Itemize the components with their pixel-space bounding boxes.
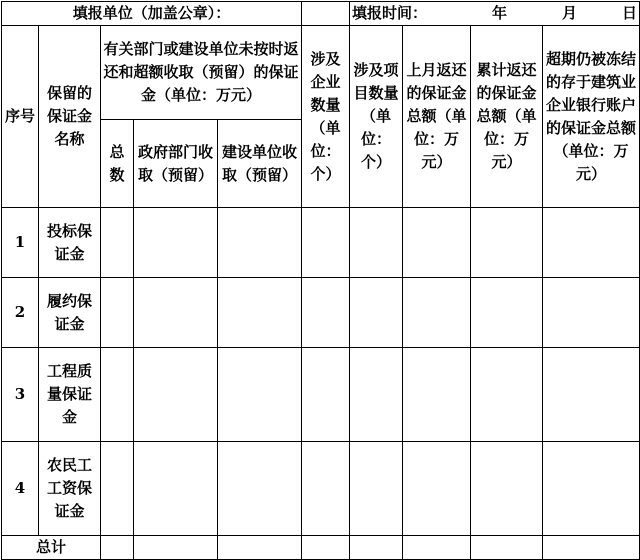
month-label: 月 bbox=[561, 4, 577, 22]
cell-last-month[interactable] bbox=[403, 208, 471, 278]
cell-enterprises[interactable] bbox=[302, 442, 350, 536]
cell-cumulative[interactable] bbox=[471, 442, 543, 536]
row-deposit-name: 工程质量保证金 bbox=[39, 348, 101, 442]
col-gov-header: 政府部门收取（预留） bbox=[134, 120, 218, 208]
day-label: 日 bbox=[621, 4, 637, 22]
cell-gov[interactable] bbox=[134, 536, 218, 560]
col-projects-header: 涉及项目数量（单位：个） bbox=[350, 26, 403, 208]
cell-cumulative[interactable] bbox=[471, 208, 543, 278]
cell-projects[interactable] bbox=[350, 348, 403, 442]
cell-total[interactable] bbox=[101, 442, 134, 536]
row-deposit-name: 农民工工资保证金 bbox=[39, 442, 101, 536]
cell-last-month[interactable] bbox=[403, 348, 471, 442]
cell-projects[interactable] bbox=[350, 442, 403, 536]
table-row bbox=[2, 348, 640, 442]
cell-total[interactable] bbox=[101, 278, 134, 348]
col-total-header: 总数 bbox=[101, 120, 134, 208]
table-row bbox=[2, 278, 640, 348]
table-row bbox=[2, 442, 640, 536]
cell-frozen[interactable] bbox=[543, 348, 640, 442]
year-label: 年 bbox=[492, 4, 508, 22]
cell-projects[interactable] bbox=[350, 536, 403, 560]
cell-last-month[interactable] bbox=[403, 278, 471, 348]
cell-projects[interactable] bbox=[350, 278, 403, 348]
cell-last-month[interactable] bbox=[403, 536, 471, 560]
col-cumulative-header: 累计返还的保证金总额（单位：万元） bbox=[471, 26, 543, 208]
cell-builder[interactable] bbox=[218, 208, 302, 278]
cell-enterprises[interactable] bbox=[302, 348, 350, 442]
cell-cumulative[interactable] bbox=[471, 278, 543, 348]
cell-builder[interactable] bbox=[218, 348, 302, 442]
total-row bbox=[2, 536, 640, 560]
row-seq: 4 bbox=[2, 442, 39, 536]
col-last-month-header: 上月返还的保证金总额（单位：万元） bbox=[403, 26, 471, 208]
col-enterprises-header: 涉及企业数量（单位：个） bbox=[302, 26, 350, 208]
cell-frozen[interactable] bbox=[543, 278, 640, 348]
row-seq: 2 bbox=[2, 278, 39, 348]
cell-frozen[interactable] bbox=[543, 442, 640, 536]
cell-cumulative[interactable] bbox=[471, 536, 543, 560]
cell-gov[interactable] bbox=[134, 442, 218, 536]
header-blank-cell bbox=[302, 2, 350, 26]
deposit-table bbox=[1, 1, 640, 560]
cell-total[interactable] bbox=[101, 348, 134, 442]
cell-builder[interactable] bbox=[218, 278, 302, 348]
fill-time-label: 填报时间： bbox=[352, 4, 428, 22]
cell-gov[interactable] bbox=[134, 278, 218, 348]
col-group-header: 有关部门或建设单位未按时返还和超额收取（预留）的保证金（单位：万元） bbox=[101, 26, 302, 120]
table-row bbox=[2, 208, 640, 278]
total-label: 总计 bbox=[2, 536, 101, 560]
cell-builder[interactable] bbox=[218, 442, 302, 536]
cell-cumulative[interactable] bbox=[471, 348, 543, 442]
row-seq: 3 bbox=[2, 348, 39, 442]
col-name-header: 保留的保证金名称 bbox=[39, 26, 101, 208]
fill-unit-label: 填报单位（加盖公章）： bbox=[2, 2, 302, 26]
cell-enterprises[interactable] bbox=[302, 278, 350, 348]
cell-last-month[interactable] bbox=[403, 442, 471, 536]
col-seq-header: 序号 bbox=[2, 26, 39, 208]
cell-gov[interactable] bbox=[134, 208, 218, 278]
col-frozen-header: 超期仍被冻结的存于建筑业企业银行账户的保证金总额（单位：万元） bbox=[543, 26, 640, 208]
cell-projects[interactable] bbox=[350, 208, 403, 278]
cell-total[interactable] bbox=[101, 536, 134, 560]
cell-total[interactable] bbox=[101, 208, 134, 278]
cell-gov[interactable] bbox=[134, 348, 218, 442]
cell-frozen[interactable] bbox=[543, 536, 640, 560]
col-builder-header: 建设单位收取（预留） bbox=[218, 120, 302, 208]
cell-enterprises[interactable] bbox=[302, 208, 350, 278]
cell-frozen[interactable] bbox=[543, 208, 640, 278]
cell-enterprises[interactable] bbox=[302, 536, 350, 560]
row-deposit-name: 履约保证金 bbox=[39, 278, 101, 348]
row-deposit-name: 投标保证金 bbox=[39, 208, 101, 278]
row-seq: 1 bbox=[2, 208, 39, 278]
cell-builder[interactable] bbox=[218, 536, 302, 560]
fill-time-cell bbox=[350, 2, 640, 26]
